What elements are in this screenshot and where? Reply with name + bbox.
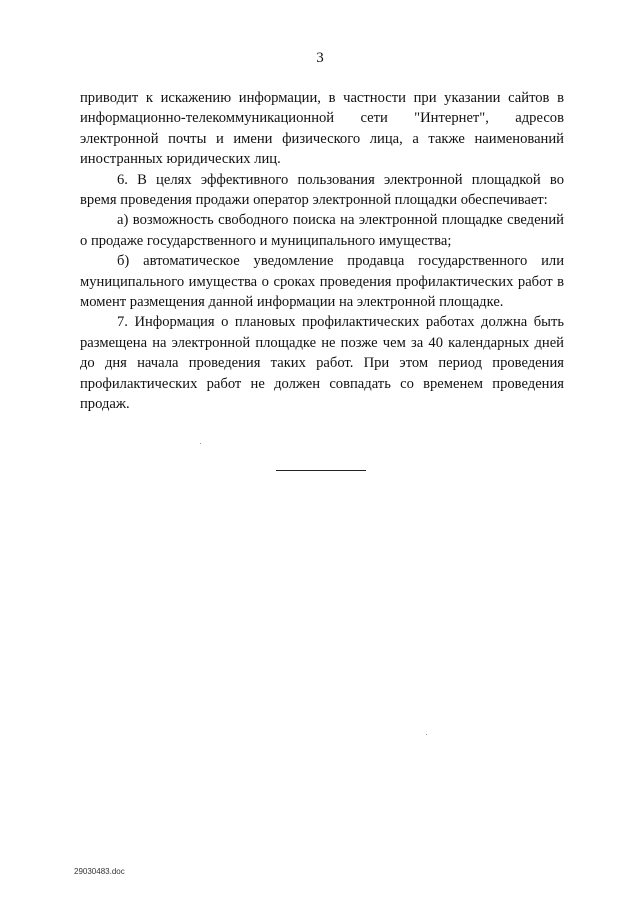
- paragraph-continuation: приводит к искажению информации, в частности при указании сайтов в информационно-телекоммуникационной сети "Интернет", адресов электронной почты и имени физического лица, а также наименований иностранных юридических лиц.: [80, 90, 564, 168]
- page-number: 3: [316, 50, 324, 66]
- document-body: [80, 88, 564, 415]
- paragraph-subitem-a: а) возможность свободного поиска на электронной площадке сведений о продаже государственного и муниципального имущества;: [80, 212, 564, 249]
- scan-speck: [426, 734, 427, 735]
- paragraph-item-6: 6. В целях эффективного пользования электронной площадкой во время проведения продажи оператор электронной площадки обеспечивает:: [80, 171, 564, 209]
- footer-file-name: 29030483.doc: [74, 867, 125, 876]
- paragraph-item-7: 7. Информация о плановых профилактических работах должна быть размещена на электронной площадке не позже чем за 40 календарных дней до дня начала проведения таких работ. При этом период проведения профилактических работ не должен совпадать со временем проведения продаж.: [80, 314, 564, 413]
- paragraph-subitem-b: б) автоматическое уведомление продавца государственного или муниципального имущества о сроках проведения профилактических работ в момент размещения данной информации на электронной площадке.: [80, 253, 564, 311]
- end-of-text-rule: [276, 470, 366, 471]
- scan-speck: [200, 443, 201, 444]
